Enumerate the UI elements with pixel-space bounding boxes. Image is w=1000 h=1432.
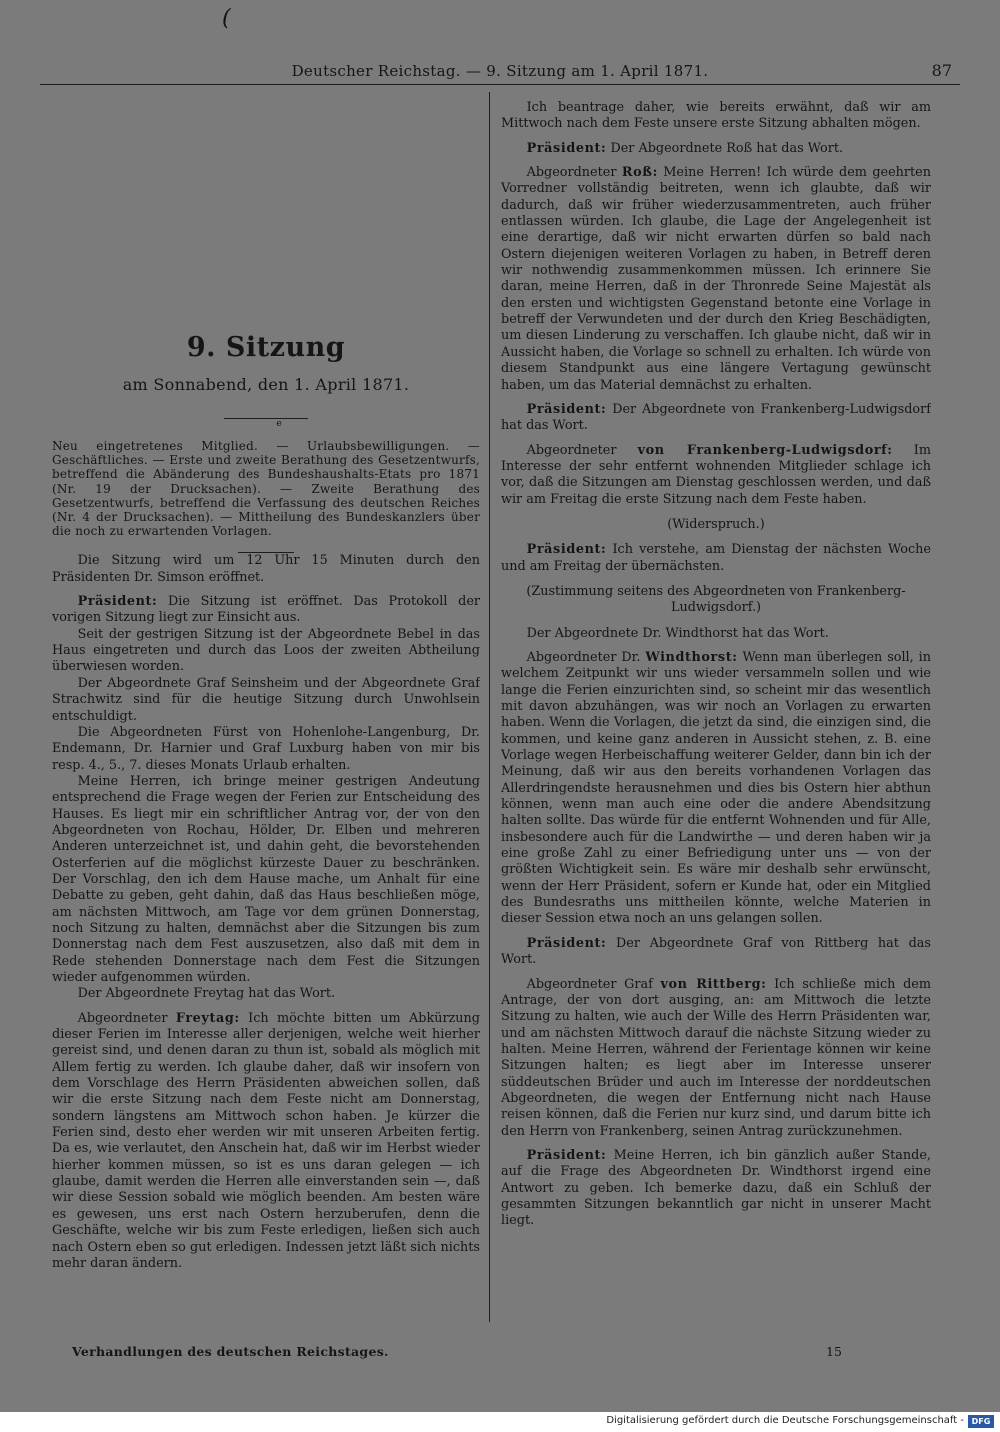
- running-title: Deutscher Reichstag. — 9. Sitzung am 1. April 1871.: [291, 62, 709, 80]
- speech-ross: [501, 165, 931, 394]
- speech-president-6: [501, 1148, 931, 1230]
- speech-president-5: [501, 936, 931, 969]
- agenda-summary: Neu eingetretenes Mitglied. — Urlaubsbewilligungen. — Geschäftliches. — Erste und zweite Berathung des Gesetzentwurfs, betreffend die Abänderung des Bundeshaushalts-Etats pro 1871 (Nr. 19 der Drucksachen). — Zweite Berathung des Gesetzentwurfs, betreffend die Verfassung des deutschen Reiches (Nr. 4 der Drucksachen). — Mittheilung des Bundeskanzlers über die noch zu erwartenden Vorlagen.: [52, 439, 480, 539]
- speech-text: Meine Herren, ich bin gänzlich außer Stande, auf die Frage des Abgeordneten Dr. Windthorst irgend eine Antwort zu geben. Ich bemerke dazu, daß ein Schluß der gesammten Sitzungen bekanntlich gar nicht in unserer Macht liegt.: [501, 1147, 931, 1229]
- speech-text: Die Sitzung ist eröffnet. Das Protokoll der vorigen Sitzung liegt zur Einsicht aus.: [52, 594, 480, 626]
- speaker-label: von Frankenberg-Ludwigsdorf:: [637, 442, 893, 458]
- dfg-logo: DFG: [968, 1415, 994, 1428]
- speech-text: Wenn man überlegen soll, in welchem Zeitpunkt wir uns wieder versammeln sollen und wie lange die Ferien einzurichten sind, so scheint mir das wesentlich mit davon abzuhängen, was wir noch an Vorlagen zu erwarten haben. Wenn die Vorlagen, die jetzt da sind, die einzigen sind, die kommen, und keine ganz anderen in Aussicht stehen, z. B. eine Vorlage wegen Herbeischaffung weiterer Gelder, dann bin ich der Meinung, daß wir aus den bereits vorhandenen Vorlagen das Allerdringendste herausnehmen und dies bis Ostern hier abthun können, wenn man auch eine oder die andere Abendsitzung halten sollte. Das würde für die entfernt Wohnenden und für Alle, insbesondere auch für die Landwirthe — und deren haben wir ja eine große Zahl zu einer Befriedigung unter uns — von der größten Wichtigkeit sein. Es wäre mir deshalb sehr erwünscht, wenn der Herr Präsident, sofern er Kunde hat, oder ein Mitglied des Bundesraths uns mittheilen könnte, welche Materien in dieser Session etwa noch an uns gelangen sollen.: [501, 649, 931, 927]
- speaker-label: Windthorst:: [645, 649, 738, 665]
- speaker-prefix: Abgeordneter Graf: [526, 976, 653, 992]
- paragraph: Ich beantrage daher, wie bereits erwähnt, daß wir am Mittwoch nach dem Feste unsere erste Sitzung abhalten mögen.: [501, 100, 931, 132]
- page-number: 87: [931, 61, 952, 80]
- left-column: [52, 100, 480, 1342]
- speaker-label: Freytag:: [175, 1010, 240, 1026]
- speech-frankenberg: [501, 443, 931, 508]
- speech-text: Der Abgeordnete von Frankenberg-Ludwigsdorf hat das Wort.: [501, 401, 931, 434]
- opening-paragraph: Die Sitzung wird um 12 Uhr 15 Minuten durch den Präsidenten Dr. Simson eröffnet.: [52, 553, 480, 585]
- speaker-label: Präsident:: [77, 594, 158, 610]
- speaker-label: Präsident:: [526, 140, 607, 156]
- speech-text: Der Abgeordnete Graf von Rittberg hat das Wort.: [501, 935, 931, 968]
- right-column: [501, 100, 931, 1342]
- credit-bar: [0, 1412, 1000, 1432]
- speech-text: Im Interesse der sehr entfernt wohnenden Mitglieder schlage ich vor, daß die Sitzungen am Dienstag geschlossen werden, und daß wir am Freitag die erste Sitzung nach dem Feste haben.: [501, 442, 931, 507]
- paragraph: Die Abgeordneten Fürst von Hohenlohe-Langenburg, Dr. Endemann, Dr. Harnier und Graf Luxburg haben von mir bis resp. 4., 5., 7. dieses Monats Urlaub erhalten.: [52, 724, 480, 773]
- paragraph: Der Abgeordnete Dr. Windthorst hat das Wort.: [526, 625, 829, 641]
- speech-freytag: [52, 1011, 480, 1273]
- speaker-prefix: Abgeordneter Dr.: [526, 649, 641, 665]
- speaker-prefix: Abgeordneter: [526, 442, 617, 458]
- small-mark: e: [276, 419, 282, 429]
- column-divider: [489, 92, 490, 1322]
- speaker-label: Präsident:: [526, 401, 607, 417]
- paragraph: Der Abgeordnete Graf Seinsheim und der Abgeordnete Graf Strachwitz sind für die heutige Sitzung durch Unwohlsein entschuldigt.: [52, 675, 480, 724]
- signature-mark: 15: [826, 1344, 842, 1359]
- session-date: am Sonnabend, den 1. April 1871.: [122, 375, 410, 394]
- speech-text: Der Abgeordnete Roß hat das Wort.: [610, 140, 844, 156]
- speaker-prefix: Abgeordneter: [77, 1010, 168, 1026]
- speech-text: Ich verstehe, am Dienstag der nächsten Woche und am Freitag der übernächsten.: [501, 542, 931, 574]
- speech-text: Ich schließe mich dem Antrage, der von dort ausging, an: am Mittwoch die letzte Sitzung zu halten, wie auch der Wille des Herrn Präsidenten war, und am nächsten Mittwoch darauf die nächste Sitzung wieder zu halten. Meine Herren, während der Ferientage können wir keine Sitzungen halten; es liegt aber im Interesse unserer süddeutschen Brüder und auch im Interesse der norddeutschen Abgeordneten, die wegen der Entfernung nicht nach Hause reisen können, daß die Ferien nur kurz sind, und darum bitte ich den Herrn von Frankenberg, seinen Antrag zurückzunehmen.: [501, 976, 931, 1139]
- speaker-label: Präsident:: [526, 935, 607, 951]
- speech-president-1: [52, 594, 480, 627]
- running-header: [40, 60, 960, 85]
- top-margin-mark: (: [222, 6, 231, 31]
- speaker-label: Präsident:: [526, 542, 607, 558]
- speaker-label: von Rittberg:: [660, 976, 767, 992]
- speech-rittberg: [501, 977, 931, 1140]
- session-heading: [52, 332, 480, 429]
- publication-footer: Verhandlungen des deutschen Reichstages.: [72, 1344, 389, 1359]
- speaker-prefix: Abgeordneter: [526, 165, 617, 181]
- speech-windthorst: [501, 650, 931, 928]
- speaker-label: Roß:: [621, 165, 658, 181]
- paragraph: Seit der gestrigen Sitzung ist der Abgeordnete Bebel in das Haus eingetreten und durch das Loos der zweiten Abtheilung überwiesen worden.: [52, 626, 480, 675]
- interjection: (Widerspruch.): [667, 516, 765, 532]
- paragraph: Meine Herren, ich bringe meiner gestrigen Andeutung entsprechend die Frage wegen der Ferien zur Entscheidung des Hauses. Es liegt mir ein schriftlicher Antrag vor, der von den Abgeordneten von Rochau, Hölder, Dr. Elben und mehreren Anderen unterzeichnet ist, und dahin geht, die bevorstehenden Osterferien auf die möglichst kürzeste Dauer zu beschränken. Der Vorschlag, den ich dem Hause mache, um Anhalt für eine Debatte zu geben, geht dahin, daß das Haus beschließen möge, am nächsten Mittwoch, am Tage vor dem grünen Donnerstag, noch Sitzung zu halten, demnächst aber die Sitzungen bis zum Donnerstag nach dem Fest auszusetzen, also daß mit dem in Rede stehenden Donnerstage nach dem Fest die Sitzungen wieder aufgenommen würden.: [52, 773, 480, 986]
- session-title: 9. Sitzung: [186, 332, 346, 363]
- speech-text: Meine Herren! Ich würde dem geehrten Vorredner vollständig beitreten, wenn ich glaubte, daß wir dadurch, daß wir früher wiederzusammentreten, auch früher entlassen würden. Ich glaube, die Lage der Angelegenheit ist eine derartige, daß wir nicht erwarten dürfen so bald nach Ostern diejenigen weiteren Vorlagen zu haben, in Betreff deren wir nothwendig zusammenkommen müssen. Ich erinnere Sie daran, meine Herren, daß in der Thronrede Seine Majestät als den ersten und wichtigsten Gegenstand betonte eine Vorlage in betreff der Verwundeten und der durch den Krieg Beschädigten, um diesen Linderung zu verschaffen. Ich glaube nicht, daß wir in Aussicht haben, die Vorlage so schnell zu erhalten. Ich würde von diesem Standpunkt aus eine längere Vertagung gewünscht haben, um das Material demnächst zu erhalten.: [501, 165, 931, 393]
- interjection: (Zustimmung seitens des Abgeordneten von Frankenberg-Ludwigsdorf.): [526, 583, 906, 616]
- digitization-credit: Digitalisierung gefördert durch die Deutsche Forschungsgemeinschaft -: [606, 1415, 964, 1426]
- speaker-label: Präsident:: [526, 1147, 607, 1163]
- speech-text: Ich möchte bitten um Abkürzung dieser Ferien im Interesse aller derjenigen, welche weit hierher gereist sind, und denen daran zu thun ist, sobald als möglich mit Allem fertig zu werden. Ich glaube daher, daß wir insofern von dem Vorschlage des Herrn Präsidenten abweichen sollen, daß wir die erste Sitzung nach dem Feste nicht am Donnerstag, sondern längstens am Mittwoch schon haben. Je kürzer die Ferien sind, desto eher werden wir mit unseren Arbeiten fertig. Da es, wie verlautet, den Anschein hat, daß wir im Herbst wieder hierher kommen müssen, so ist es uns daran gelegen — ich glaube, damit werden die Herren alle einverstanden sein —, daß wir diese Session sobald wie möglich beenden. Am besten wäre es gewesen, uns erst nach Ostern herzuberufen, denn die Geschäfte, welche wir bis zum Feste erledigen, ließen sich auch nach Ostern eben so gut erledigen. Indessen jetzt läßt sich nichts mehr daran ändern.: [52, 1010, 480, 1271]
- paragraph: Der Abgeordnete Freytag hat das Wort.: [77, 986, 336, 1002]
- speech-president-3: [501, 402, 931, 435]
- speech-president-4: [501, 542, 931, 575]
- speech-president-2: [501, 141, 931, 157]
